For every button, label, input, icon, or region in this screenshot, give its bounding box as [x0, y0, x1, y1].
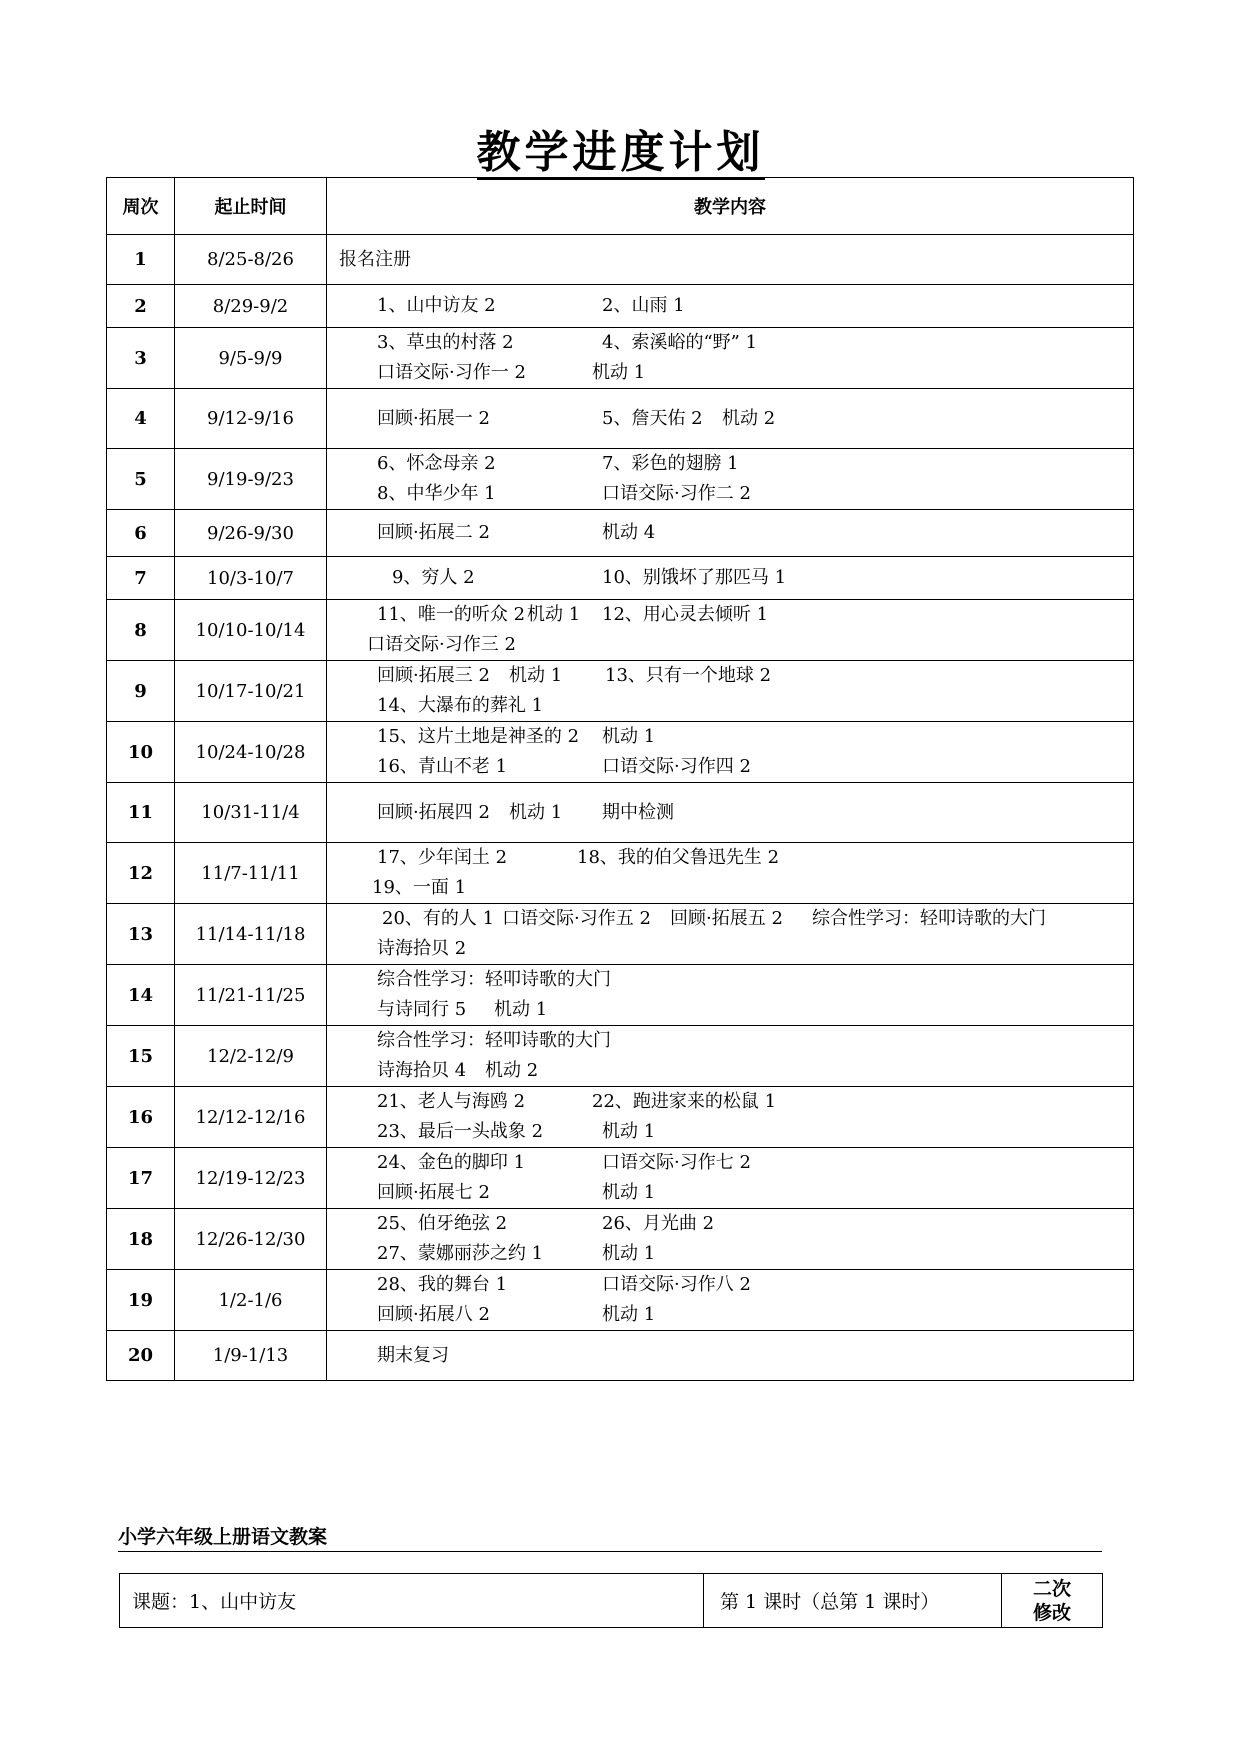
- lesson-content: [327, 904, 1134, 965]
- content-item: 口语交际·习作八 2: [602, 1274, 751, 1295]
- date-range: 9/12-9/16: [175, 389, 327, 449]
- table-row: [107, 328, 1134, 389]
- content-line: [327, 661, 1133, 691]
- table-row: [107, 661, 1134, 722]
- content-line: [327, 600, 1133, 630]
- content-line: [327, 1056, 1133, 1086]
- week-number: 5: [107, 449, 175, 510]
- content-item: 机动 1: [494, 999, 548, 1020]
- content-item: 1、山中访友 2: [377, 295, 496, 316]
- week-number: 8: [107, 600, 175, 661]
- content-line: [327, 904, 1133, 934]
- table-row: [107, 722, 1134, 783]
- content-line: [327, 1209, 1133, 1239]
- content-item: 口语交际·习作一 2: [377, 362, 526, 383]
- table-row: [107, 783, 1134, 843]
- header-content: 教学内容: [327, 178, 1134, 235]
- lesson-plan-subheader: 小学六年级上册语文教案: [118, 1522, 1102, 1552]
- content-line: [327, 630, 1133, 660]
- content-item: 与诗同行 5: [377, 999, 467, 1020]
- week-number: 20: [107, 1331, 175, 1381]
- content-item: 机动 2: [722, 407, 776, 429]
- content-line: [327, 245, 1133, 275]
- content-line: [327, 518, 1133, 548]
- content-item: 机动 4: [602, 522, 656, 543]
- content-item: 15、这片土地是神圣的 2: [377, 726, 580, 747]
- content-item: 21、老人与海鸥 2: [377, 1091, 526, 1112]
- week-number: 6: [107, 510, 175, 557]
- content-line: [327, 873, 1133, 903]
- date-range: 9/19-9/23: [175, 449, 327, 510]
- week-number: 9: [107, 661, 175, 722]
- date-range: 12/2-12/9: [175, 1026, 327, 1087]
- table-row: [107, 285, 1134, 328]
- content-item: 口语交际·习作三 2: [367, 634, 516, 655]
- content-item: 回顾·拓展七 2: [377, 1182, 490, 1203]
- date-range: 12/19-12/23: [175, 1148, 327, 1209]
- date-range: 8/25-8/26: [175, 235, 327, 285]
- content-item: 诗海拾贝 4: [377, 1060, 467, 1081]
- date-range: 12/12-12/16: [175, 1087, 327, 1148]
- content-item: 16、青山不老 1: [377, 756, 508, 777]
- content-item: 综合性学习：轻叩诗歌的大门: [377, 969, 611, 990]
- table-row: [107, 965, 1134, 1026]
- content-item: 12、用心灵去倾听 1: [602, 604, 769, 625]
- date-range: 11/21-11/25: [175, 965, 327, 1026]
- content-line: [327, 1341, 1133, 1371]
- content-item: 机动 1: [602, 726, 656, 747]
- lesson-topic: 课题：1、山中访友: [120, 1574, 704, 1627]
- date-range: 8/29-9/2: [175, 285, 327, 328]
- lesson-content: [327, 722, 1134, 783]
- week-number: 7: [107, 557, 175, 600]
- content-item: 28、我的舞台 1: [377, 1274, 508, 1295]
- revision-line-1: 二次: [1032, 1577, 1071, 1600]
- content-line: [327, 563, 1133, 593]
- content-item: 3、草虫的村落 2: [377, 332, 514, 353]
- content-item: 4、索溪峪的“野” 1: [602, 332, 758, 353]
- content-item: 回顾·拓展一 2: [377, 407, 490, 429]
- lesson-content: [327, 783, 1134, 843]
- content-item: 17、少年闰土 2: [377, 847, 508, 868]
- date-range: 10/10-10/14: [175, 600, 327, 661]
- content-item: 25、伯牙绝弦 2: [377, 1213, 508, 1234]
- content-item: 机动 1: [602, 1304, 656, 1325]
- date-range: 10/31-11/4: [175, 783, 327, 843]
- date-range: 9/26-9/30: [175, 510, 327, 557]
- content-item: 回顾·拓展五 2: [670, 908, 783, 929]
- week-number: 4: [107, 389, 175, 449]
- week-number: 2: [107, 285, 175, 328]
- week-number: 13: [107, 904, 175, 965]
- content-item: 机动 1: [602, 1182, 656, 1203]
- date-range: 10/3-10/7: [175, 557, 327, 600]
- content-item: 机动 1: [592, 362, 646, 383]
- header-week: 周次: [107, 178, 175, 235]
- content-item: 期末复习: [377, 1344, 449, 1366]
- schedule-body: [107, 235, 1134, 1381]
- lesson-content: [327, 389, 1134, 449]
- lesson-content: [327, 1270, 1134, 1331]
- content-item: 口语交际·习作五 2: [502, 908, 651, 929]
- content-item: 24、金色的脚印 1: [377, 1152, 526, 1173]
- content-item: 机动 1: [602, 1243, 656, 1264]
- table-row: [107, 235, 1134, 285]
- page-title-text: 教学进度计划: [476, 127, 765, 178]
- content-item: 综合性学习：轻叩诗歌的大门: [377, 1030, 611, 1051]
- content-item: 20、有的人 1: [382, 908, 495, 929]
- content-item: 8、中华少年 1: [377, 483, 496, 504]
- content-item: 机动 1: [527, 604, 581, 625]
- lesson-content: [327, 843, 1134, 904]
- date-range: 9/5-9/9: [175, 328, 327, 389]
- lesson-info-table: [119, 1573, 1103, 1628]
- content-item: 综合性学习：轻叩诗歌的大门: [812, 908, 1046, 929]
- content-item: 9、穷人 2: [392, 567, 475, 588]
- week-number: 12: [107, 843, 175, 904]
- table-row: [107, 1026, 1134, 1087]
- content-item: 报名注册: [339, 248, 411, 270]
- content-line: [327, 1117, 1133, 1147]
- content-line: [327, 798, 1133, 828]
- content-item: 口语交际·习作四 2: [602, 756, 751, 777]
- page-title: [0, 116, 1241, 180]
- table-row: [107, 1148, 1134, 1209]
- table-row: [107, 510, 1134, 557]
- content-line: [327, 479, 1133, 509]
- content-line: [327, 358, 1133, 388]
- table-row: [107, 1087, 1134, 1148]
- content-item: 机动 1: [509, 801, 563, 823]
- lesson-content: [327, 965, 1134, 1026]
- table-row: [107, 843, 1134, 904]
- content-line: [327, 1178, 1133, 1208]
- content-line: [327, 328, 1133, 358]
- lesson-content: [327, 1331, 1134, 1381]
- content-item: 26、月光曲 2: [602, 1213, 715, 1234]
- lesson-content: [327, 661, 1134, 722]
- week-number: 19: [107, 1270, 175, 1331]
- content-item: 6、怀念母亲 2: [377, 453, 496, 474]
- week-number: 14: [107, 965, 175, 1026]
- content-item: 回顾·拓展三 2: [377, 665, 490, 686]
- lesson-content: [327, 235, 1134, 285]
- content-line: [327, 934, 1133, 964]
- week-number: 10: [107, 722, 175, 783]
- content-line: [327, 1087, 1133, 1117]
- schedule-table: [106, 177, 1134, 1381]
- content-item: 18、我的伯父鲁迅先生 2: [577, 847, 780, 868]
- content-line: [327, 722, 1133, 752]
- lesson-content: [327, 1087, 1134, 1148]
- content-item: 机动 1: [602, 1121, 656, 1142]
- lesson-content: [327, 1026, 1134, 1087]
- content-item: 14、大瀑布的葬礼 1: [377, 695, 544, 716]
- content-line: [327, 995, 1133, 1025]
- content-line: [327, 1026, 1133, 1056]
- content-line: [327, 752, 1133, 782]
- lesson-content: [327, 1148, 1134, 1209]
- table-row: [107, 1209, 1134, 1270]
- content-line: [327, 404, 1133, 434]
- content-item: 回顾·拓展四 2: [377, 801, 490, 823]
- content-item: 口语交际·习作七 2: [602, 1152, 751, 1173]
- week-number: 11: [107, 783, 175, 843]
- lesson-content: [327, 328, 1134, 389]
- table-row: [107, 1270, 1134, 1331]
- lesson-content: [327, 449, 1134, 510]
- revision-line-2: 修改: [1032, 1601, 1071, 1624]
- week-number: 18: [107, 1209, 175, 1270]
- content-item: 机动 1: [509, 665, 563, 686]
- content-item: 5、詹天佑 2: [602, 407, 703, 429]
- date-range: 1/2-1/6: [175, 1270, 327, 1331]
- content-line: [327, 843, 1133, 873]
- table-row: [107, 389, 1134, 449]
- lesson-content: [327, 510, 1134, 557]
- week-number: 17: [107, 1148, 175, 1209]
- lesson-content: [327, 1209, 1134, 1270]
- content-item: 回顾·拓展八 2: [377, 1304, 490, 1325]
- revision-cell: [1002, 1574, 1102, 1627]
- content-line: [327, 965, 1133, 995]
- lesson-content: [327, 557, 1134, 600]
- content-line: [327, 1300, 1133, 1330]
- content-item: 10、别饿坏了那匹马 1: [602, 567, 787, 588]
- date-range: 1/9-1/13: [175, 1331, 327, 1381]
- content-line: [327, 291, 1133, 321]
- week-number: 1: [107, 235, 175, 285]
- content-item: 回顾·拓展二 2: [377, 522, 490, 543]
- content-line: [327, 1239, 1133, 1269]
- table-row: [107, 1331, 1134, 1381]
- lesson-content: [327, 285, 1134, 328]
- table-row: [107, 449, 1134, 510]
- week-number: 15: [107, 1026, 175, 1087]
- content-item: 机动 2: [485, 1060, 539, 1081]
- table-row: [107, 600, 1134, 661]
- table-header-row: [107, 178, 1134, 235]
- week-number: 3: [107, 328, 175, 389]
- content-item: 19、一面 1: [372, 877, 467, 898]
- table-row: [107, 904, 1134, 965]
- content-item: 13、只有一个地球 2: [605, 665, 772, 686]
- header-dates: 起止时间: [175, 178, 327, 235]
- content-line: [327, 1148, 1133, 1178]
- content-item: 口语交际·习作二 2: [602, 483, 751, 504]
- date-range: 11/7-11/11: [175, 843, 327, 904]
- lesson-period: 第 1 课时（总第 1 课时）: [704, 1574, 1002, 1627]
- content-item: 27、蒙娜丽莎之约 1: [377, 1243, 544, 1264]
- lesson-content: [327, 600, 1134, 661]
- content-line: [327, 449, 1133, 479]
- content-item: 2、山雨 1: [602, 295, 685, 316]
- content-line: [327, 1270, 1133, 1300]
- content-item: 22、跑进家来的松鼠 1: [592, 1091, 777, 1112]
- content-item: 7、彩色的翅膀 1: [602, 453, 739, 474]
- content-item: 23、最后一头战象 2: [377, 1121, 544, 1142]
- date-range: 10/17-10/21: [175, 661, 327, 722]
- content-item: 诗海拾贝 2: [377, 938, 467, 959]
- table-row: [107, 557, 1134, 600]
- content-line: [327, 691, 1133, 721]
- date-range: 10/24-10/28: [175, 722, 327, 783]
- date-range: 11/14-11/18: [175, 904, 327, 965]
- week-number: 16: [107, 1087, 175, 1148]
- date-range: 12/26-12/30: [175, 1209, 327, 1270]
- content-item: 期中检测: [602, 801, 674, 823]
- content-item: 11、唯一的听众 2: [377, 604, 526, 625]
